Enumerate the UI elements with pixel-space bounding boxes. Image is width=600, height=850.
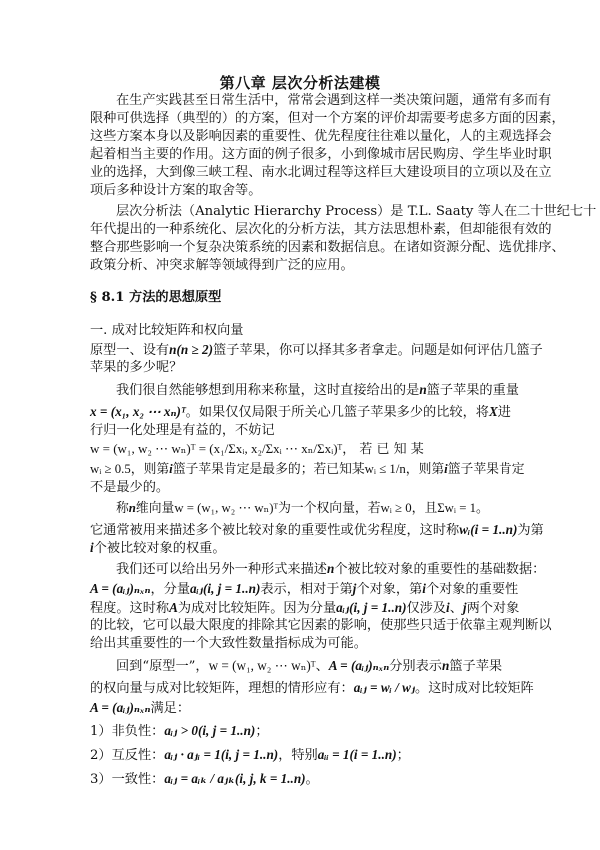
text-line [90, 599, 519, 617]
intro-line: 限种可供选择（典型的）的方案，但对一个方案的评价却需要考虑多方面的因素， [90, 111, 565, 126]
math: A = (aᵢⱼ)ₙₓₙ [90, 581, 151, 596]
text-line [90, 440, 424, 458]
property-item [90, 770, 319, 788]
text: 满足： [150, 701, 191, 716]
intro2-line: 政策分析、冲突求解等领域得到广泛的应用。 [90, 258, 354, 273]
text: 。 [305, 772, 319, 787]
text: ； [396, 748, 410, 763]
text-line [90, 521, 544, 539]
text: ； [255, 724, 269, 739]
math: aᵢⱼ > 0(i, j = 1..n) [164, 723, 256, 738]
text: 称 [116, 501, 129, 516]
text: 回到“原型一”， [116, 659, 209, 674]
text: 3）一致性： [90, 772, 165, 787]
text-line: 行归一化处理是有益的，不妨记 [90, 423, 275, 438]
math: i [422, 581, 426, 596]
text: 进 [497, 405, 511, 420]
text: 个对象的重要性 [425, 582, 519, 597]
math: n(n ≥ 2) [169, 342, 214, 357]
math: wᵢ ≥ 0 [380, 501, 412, 515]
math: w = (w₁, w₂ ⋯ wₙ)ᵀ [208, 658, 316, 673]
text: 仅涉及 [406, 601, 447, 616]
text: 个被比较对象的权重。 [93, 541, 226, 556]
math: n [128, 501, 136, 515]
math: j [462, 600, 467, 615]
math: X [488, 404, 498, 419]
text: 表示，相对于第 [260, 582, 353, 597]
math: n [327, 561, 335, 576]
text-line [90, 539, 226, 557]
text-line [116, 560, 545, 578]
text: 为第 [517, 523, 544, 538]
text: 篮子苹果肯定是最多的；若已知某 [172, 462, 365, 477]
text-line [116, 500, 489, 517]
math: wᵢ ≥ 0.5 [90, 462, 131, 476]
text: 2）互反性： [90, 748, 165, 763]
intro-line: 这些方案本身以及影响因素的重要性、优先程度往往难以量化，人的主观选择会 [90, 129, 552, 144]
text: ，则第 [130, 462, 170, 477]
text: 。如果仅仅局限于所关心几篮子苹果多少的比较，将 [185, 405, 489, 420]
chapter-title: 第八章 层次分析法建模 [219, 74, 381, 92]
text: 为一个权向量，若 [278, 501, 381, 516]
text-line: 给出其重要性的一个大致性数量指标成为可能。 [90, 636, 367, 651]
math: x = (x₁, x₂ ⋯ xₙ)ᵀ [90, 404, 186, 419]
text: 我们很自然能够想到用称来称量，这时直接给出的是 [116, 383, 420, 398]
text: ，特别 [278, 748, 318, 763]
text-line: 不是最少的。 [90, 480, 170, 495]
math: wᵢ ≤ 1/n [364, 462, 406, 476]
text-line [116, 381, 519, 399]
math: n [419, 382, 427, 397]
math: wᵢ(i = 1..n) [459, 522, 518, 537]
math: aᵢⱼ · aⱼᵢ = 1(i, j = 1..n) [164, 747, 279, 762]
text: 篮子苹果，你可以择其多者拿走。问题是如何评估几篮子 [213, 343, 543, 358]
text: 为成对比较矩阵。因为分量 [177, 601, 337, 616]
text-line [90, 461, 525, 478]
text-line [90, 699, 190, 717]
text: ，且 [411, 501, 438, 516]
text: 两个对象 [466, 601, 520, 616]
text: 我们还可以给出另外一种形式来描述 [116, 562, 327, 577]
math: A [169, 600, 178, 615]
text: 分别表示 [389, 659, 442, 674]
intro2-line: 整合那些影响一个复杂决策系统的因素和数据信息。在诸如资源分配、选优排序、 [90, 240, 565, 255]
text: 个被比较对象的重要性的基础数据： [334, 562, 546, 577]
text: 篮子苹果的重量 [426, 383, 519, 398]
text-line [90, 580, 518, 598]
intro2-line: 年代提出的一种系统化、层次化的分析方法，其方法思想朴素，但却能很有效的 [90, 222, 552, 237]
text: 。 [476, 501, 489, 516]
text: 、 [449, 601, 463, 616]
text: 1）非负性： [90, 724, 165, 739]
text: 。这时成对比较矩阵 [415, 681, 534, 696]
text: 原型一、设有 [90, 343, 170, 358]
text-line: 的比较，它可以最大限度的排除其它因素的影响，使那些只适于依靠主观判断以 [90, 618, 552, 633]
math: w = (w₁, w₂ ⋯ wₙ)ᵀ = (x₁/Σxᵢ, x₂/Σxᵢ ⋯ xₙ/Σxᵢ)ᵀ [90, 441, 343, 456]
math: aᵢⱼ(i, j = 1..n) [336, 600, 407, 615]
math: Σwᵢ = 1 [437, 501, 477, 515]
text: 、 [315, 659, 329, 674]
math: A = (aᵢⱼ)ₙₓₙ [90, 700, 151, 715]
text: ，则第 [405, 462, 445, 477]
intro-line: 在生产实践甚至日常生活中，常常会遇到这样一类决策问题，通常有多而有 [116, 93, 552, 108]
text: 程度。这时称 [90, 601, 170, 616]
math: n [442, 658, 450, 673]
math: aᵢⱼ = wᵢ / wⱼ [353, 680, 416, 695]
math: i [169, 462, 173, 476]
text: ， 若 已 知 某 [342, 442, 424, 457]
text-line: 苹果的多少呢？ [90, 360, 183, 375]
math: w = (w₁, w₂ ⋯ wₙ)ᵀ [174, 501, 279, 515]
property-item [90, 722, 269, 740]
subsection-heading: 一. 成对比较矩阵和权向量 [90, 323, 244, 338]
text: ，分量 [150, 582, 191, 597]
property-item [90, 746, 410, 764]
intro-line: 起着相当主要的作用。这方面的例子很多，小到像城市居民购房、学生毕业时职 [90, 147, 552, 162]
text: 它通常被用来描述多个被比较对象的重要性或优劣程度，这时称 [90, 523, 460, 538]
intro-line: 项后多种设计方案的取舍等。 [90, 183, 262, 198]
math: aᵢᵢ = 1(i = 1..n) [317, 747, 397, 762]
text: 维向量 [135, 501, 175, 516]
text-line [90, 679, 534, 697]
text-line [116, 657, 502, 675]
section-heading: § 8.1 方法的思想原型 [90, 290, 222, 305]
text-line [90, 341, 543, 359]
text: 个对象，第 [356, 582, 423, 597]
intro-line: 业的选择，大到像三峡工程、南水北调过程等这样巨大建设项目的立项以及在立 [90, 165, 552, 180]
math: A = (aᵢⱼ)ₙₓₙ [328, 658, 390, 673]
text-line [90, 403, 511, 421]
math: i [446, 600, 450, 615]
text: 的权向量与成对比较矩阵，理想的情形应有： [90, 681, 354, 696]
math: aᵢⱼ(i, j = 1..n) [190, 581, 261, 596]
text: 篮子苹果 [449, 659, 503, 674]
math: aᵢⱼ = aᵢₖ / aⱼₖ(i, j, k = 1..n) [164, 771, 306, 786]
intro2-line: 层次分析法（Analytic Hierarchy Process）是 T.L. Saaty 等人在二十世纪七十 [116, 204, 597, 219]
math: i [90, 540, 94, 555]
math: i [444, 462, 448, 476]
math: j [352, 581, 357, 596]
text: 篮子苹果肯定 [447, 462, 525, 477]
